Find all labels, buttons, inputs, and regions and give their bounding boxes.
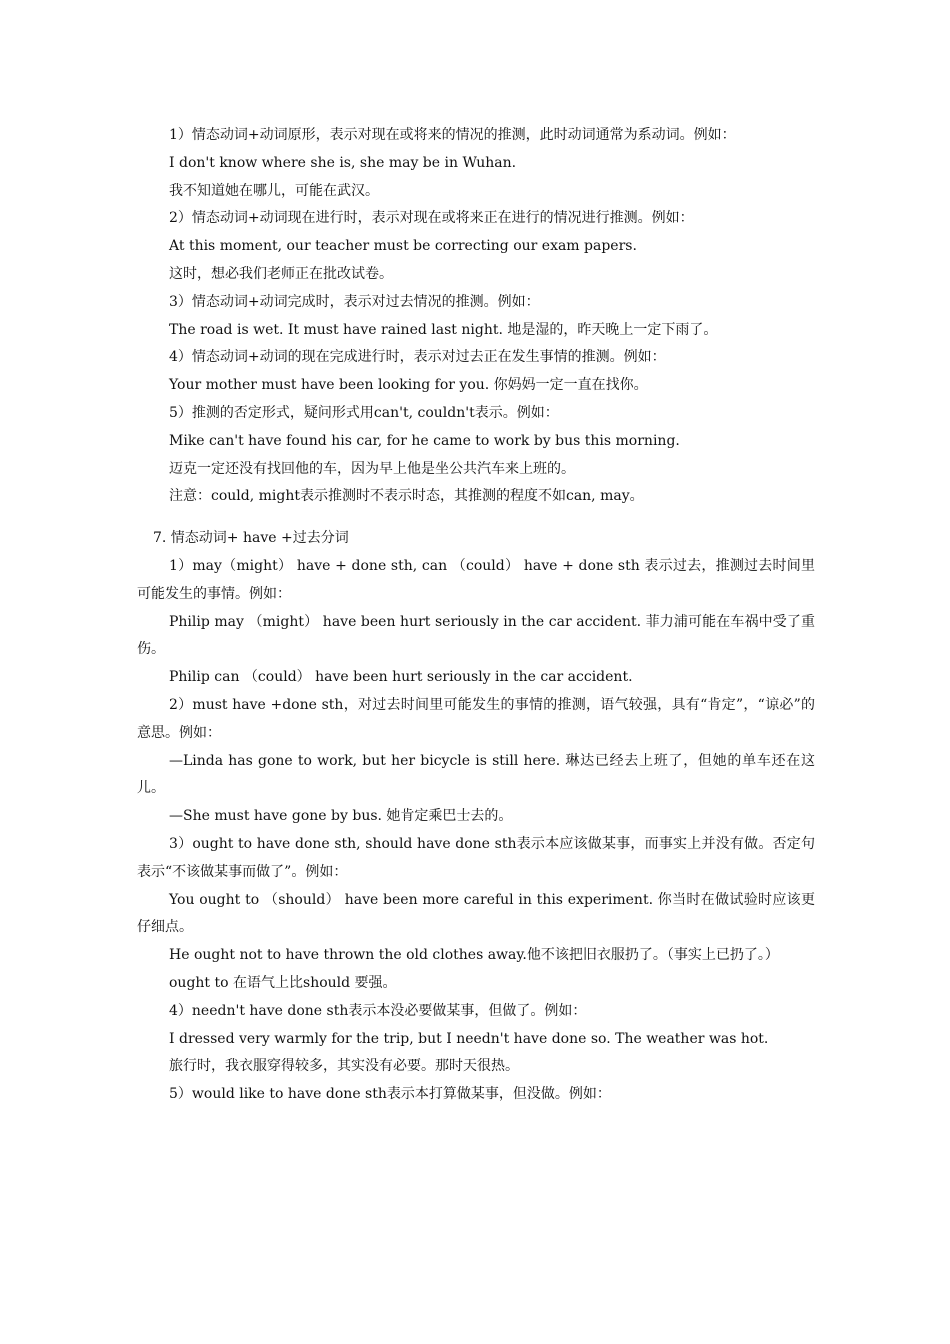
paragraph: 3）ought to have done sth, should have done sth表示本应该做某事，而事实上并没有做。否定句表示“不该做某事而做了”。例如： — [137, 835, 815, 880]
paragraph: 2）must have +done sth，对过去时间里可能发生的事情的推测，语气较强，具有“肯定”，“谅必”的意思。例如： — [137, 696, 815, 741]
example-sentence: At this moment, our teacher must be correcting our exam papers. — [169, 238, 637, 255]
example-sentence: Your mother must have been looking for you. 你妈妈一定一直在找你。 — [169, 377, 648, 394]
example-sentence: Philip can （could） have been hurt seriously in the car accident. — [169, 669, 633, 686]
example-dialogue-line: —She must have gone by bus. 她肯定乘巴士去的。 — [169, 808, 513, 825]
paragraph: 1）情态动词+动词原形，表示对现在或将来的情况的推测，此时动词通常为系动词。例如： — [169, 127, 736, 143]
paragraph: 3）情态动词+动词完成时，表示对过去情况的推测。例如： — [169, 293, 540, 310]
section-heading: 7. 情态动词+ have +过去分词 — [153, 530, 349, 547]
paragraph: 4）情态动词+动词的现在完成进行时，表示对过去正在发生事情的推测。例如： — [169, 349, 666, 366]
paragraph: 5）推测的否定形式，疑问形式用can't, couldn't表示。例如： — [169, 404, 559, 421]
example-dialogue-line: —Linda has gone to work, but her bicycle is still here. 琳达已经去上班了，但她的单车还在这儿。 — [137, 752, 815, 797]
example-sentence: You ought to （should） have been more careful in this experiment. 你当时在做试验时应该更仔细点。 — [137, 891, 815, 936]
example-sentence: I don't know where she is, she may be in Wuhan. — [169, 154, 517, 171]
paragraph: 5）would like to have done sth表示本打算做某事，但没做。例如： — [169, 1086, 611, 1103]
section-gap — [137, 511, 815, 525]
example-sentence: Mike can't have found his car, for he came to work by bus this morning. — [169, 432, 680, 449]
note-paragraph: ought to 在语气上比should 要强。 — [169, 974, 397, 991]
example-sentence: The road is wet. It must have rained last night. 地是湿的，昨天晚上一定下雨了。 — [169, 321, 718, 338]
paragraph: 2）情态动词+动词现在进行时，表示对现在或将来正在进行的情况进行推测。例如： — [169, 210, 694, 227]
paragraph: 1）may（might） have + done sth, can （could） have + done sth 表示过去，推测过去时间里可能发生的事情。例如： — [137, 557, 815, 602]
example-translation: 迈克一定还没有找回他的车，因为早上他是坐公共汽车来上班的。 — [169, 460, 575, 477]
example-sentence: I dressed very warmly for the trip, but I needn't have done so. The weather was hot. — [169, 1030, 769, 1047]
example-translation: 我不知道她在哪儿，可能在武汉。 — [169, 182, 379, 199]
document-body — [137, 122, 815, 1109]
example-sentence: He ought not to have thrown the old clothes away.他不该把旧衣服扔了。（事实上已扔了。） — [169, 947, 779, 964]
note-paragraph: 注意：could, might表示推测时不表示时态，其推测的程度不如can, may。 — [169, 488, 644, 505]
example-sentence: Philip may （might） have been hurt seriously in the car accident. 菲力浦可能在车祸中受了重伤。 — [137, 613, 815, 658]
paragraph: 4）needn't have done sth表示本没必要做某事，但做了。例如： — [169, 1002, 587, 1019]
example-translation: 这时，想必我们老师正在批改试卷。 — [169, 265, 393, 282]
example-translation: 旅行时，我衣服穿得较多，其实没有必要。那时天很热。 — [169, 1058, 519, 1075]
